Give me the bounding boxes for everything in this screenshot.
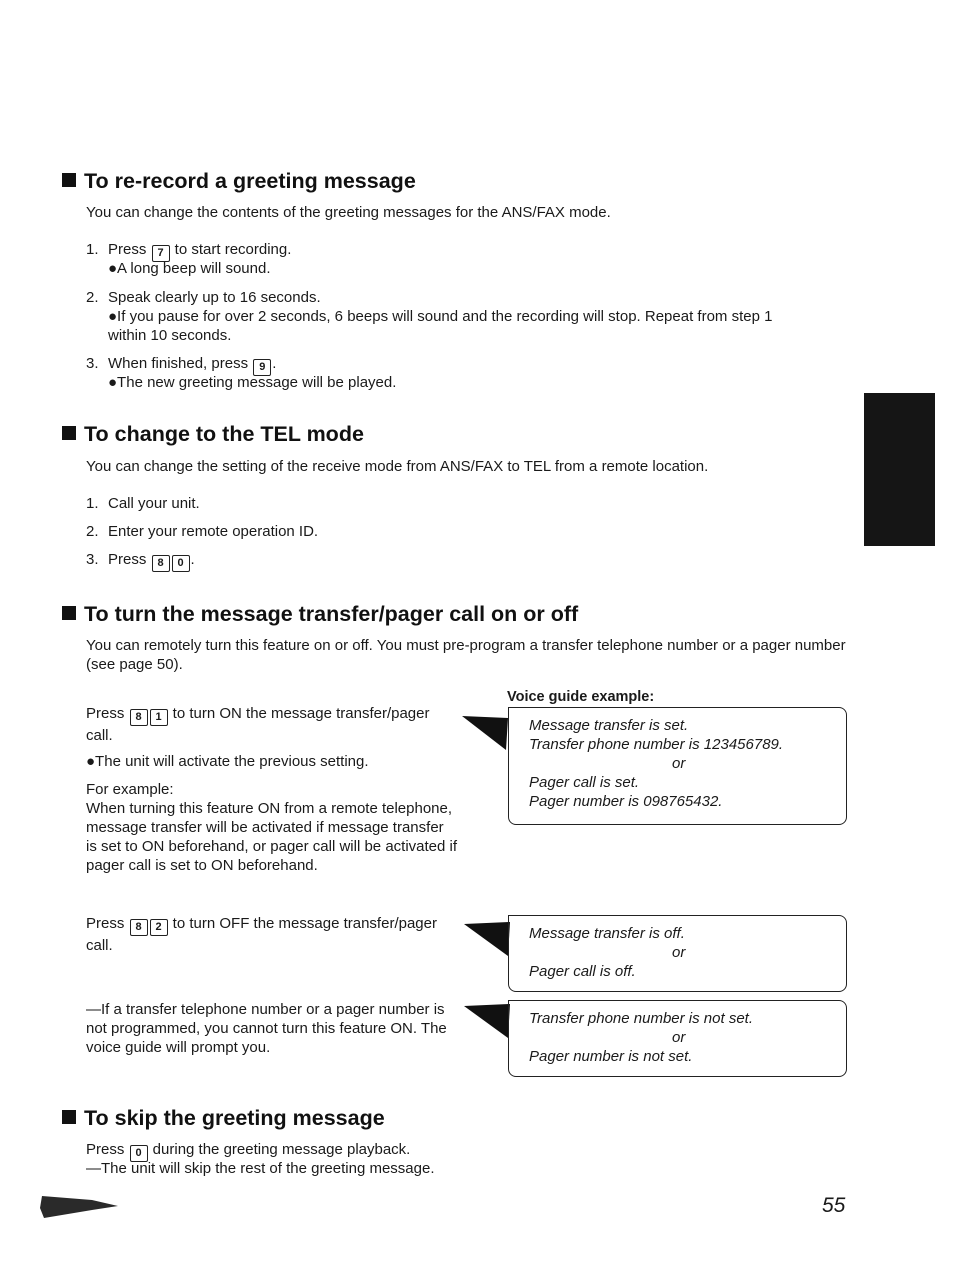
turn-on-note: ●The unit will activate the previous setting. [86,753,369,770]
key-icon: 8 [130,709,148,726]
step-note: ●If you pause for over 2 seconds, 6 beeps will sound and the recording will stop. Repeat from step 1 within 10 seconds. [108,308,773,344]
voice-guide-box-not-set [508,1000,847,1077]
pointer-arrow-icon [464,922,510,956]
voice-or: or [672,755,686,772]
step-item: 3. Press 8 0 . [86,550,195,572]
step-item: 1. Call your unit. [86,495,200,512]
step-item: 3. When finished, press 9 . [86,354,276,376]
turn-on-instruction: Press 8 1 to turn ON the message transfer/pager call. [86,705,430,744]
voice-guide-box-off [508,915,847,992]
voice-or: or [672,1029,686,1046]
voice-guide-label: Voice guide example: [507,689,655,705]
key-icon: 0 [130,1145,148,1162]
voice-line: Pager number is 098765432. [529,793,723,810]
bullet-square-icon [62,173,76,187]
step-note: ●The new greeting message will be played. [108,374,397,391]
key-icon: 1 [150,709,168,726]
key-icon: 9 [253,359,271,376]
continue-arrow-icon [40,1188,120,1224]
voice-or: or [672,944,686,961]
side-tab-marker [864,393,935,546]
key-icon: 8 [130,919,148,936]
step-note: ●A long beep will sound. [108,260,271,277]
example-label: For example: [86,781,174,798]
section-intro: You can change the contents of the greeting messages for the ANS/FAX mode. [86,204,611,221]
bullet-square-icon [62,1110,76,1124]
page-number: 55 [822,1194,846,1217]
section-intro: You can change the setting of the receive mode from ANS/FAX to TEL from a remote location. [86,458,709,475]
key-icon: 2 [150,919,168,936]
section-heading-tel-mode: To change to the TEL mode [62,421,364,447]
voice-guide-box-on [508,707,847,825]
voice-line: Pager call is off. [529,963,636,980]
pointer-arrow-icon [462,716,508,750]
section-heading-rerecord: To re-record a greeting message [62,168,416,194]
step-item: 2. Speak clearly up to 16 seconds. [86,289,321,306]
skip-note: —The unit will skip the rest of the greeting message. [86,1160,435,1177]
voice-line: Pager number is not set. [529,1048,693,1065]
key-icon: 8 [152,555,170,572]
bullet-square-icon [62,606,76,620]
bullet-square-icon [62,426,76,440]
skip-instruction: Press 0 during the greeting message playback. [86,1140,410,1162]
turn-off-instruction: Press 8 2 to turn OFF the message transfer/pager call. [86,915,437,954]
not-programmed-note: —If a transfer telephone number or a pager number is not programmed, you cannot turn this feature ON. The voice guide will prompt you. [86,1001,447,1056]
step-item: 2. Enter your remote operation ID. [86,523,319,540]
voice-line: Pager call is set. [529,774,640,791]
section-heading-transfer-pager: To turn the message transfer/pager call on or off [62,601,578,627]
section-heading-skip-greeting: To skip the greeting message [62,1105,385,1131]
section-intro: You can remotely turn this feature on or off. You must pre-program a transfer telephone number or a pager number (see page 50). [86,637,846,673]
step-item: 1. Press 7 to start recording. [86,240,291,262]
example-text: When turning this feature ON from a remote telephone, message transfer will be activated if message transfer is set to ON beforehand, or pager call will be activated if pager call is set to ON beforehand. [86,800,458,874]
voice-line: Transfer phone number is 123456789. [529,736,784,753]
voice-line: Transfer phone number is not set. [529,1010,754,1027]
pointer-arrow-icon [464,1004,510,1038]
voice-line: Message transfer is set. [529,717,689,734]
key-icon: 7 [152,245,170,262]
key-icon: 0 [172,555,190,572]
voice-line: Message transfer is off. [529,925,685,942]
